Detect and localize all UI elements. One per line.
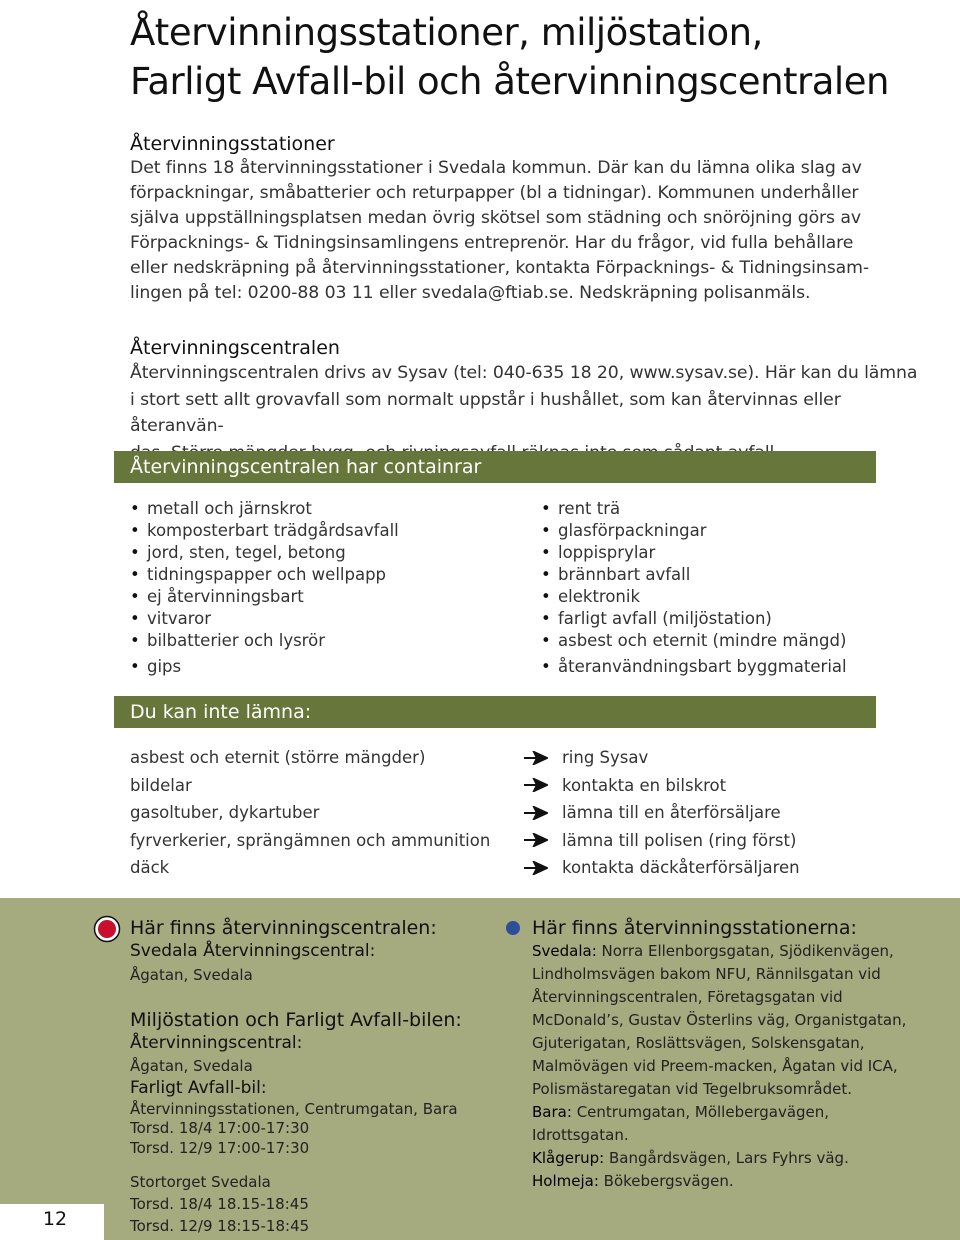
list-item: • farligt avfall (miljöstation)	[541, 608, 847, 630]
list-item: • gips	[130, 656, 399, 678]
list-item: gasoltuber, dykartuber	[130, 803, 320, 822]
cannot-leave-items	[130, 744, 490, 882]
arrow-right-icon	[524, 806, 548, 820]
red-target-icon	[93, 915, 121, 943]
section-text: Återvinningscentralen drivs av Sysav (tel: 040-635 18 20, www.sysav.se). Här kan du lämna i stort sett allt grovavfall som normalt uppstår i hushållet, som kan återvinnas eller återanvän-	[130, 363, 918, 436]
section-heading: Återvinningscentralen	[130, 337, 340, 359]
list-item: • loppisprylar	[541, 542, 847, 564]
action-row: kontakta däckåterförsäljaren	[524, 854, 800, 882]
arrow-right-icon	[524, 751, 548, 765]
klagerup-locations: Klågerup: Bangårdsvägen, Lars Fyhrs väg.	[532, 1149, 849, 1167]
list-item: bildelar	[130, 775, 192, 795]
containers-list-right	[541, 498, 847, 678]
list-item: • ej återvinningsbart	[130, 586, 399, 608]
page-number: 12	[42, 1208, 68, 1230]
list-item: • elektronik	[541, 586, 847, 608]
list-item: däck	[130, 858, 170, 877]
miljo-sub1: Återvinningscentral:	[130, 1033, 303, 1053]
arrow-right-icon	[524, 833, 548, 847]
list-item: • brännbart avfall	[541, 564, 847, 586]
action-row: ring Sysav	[524, 744, 800, 772]
miljo-lines3: Stortorget Svedala Torsd. 18/4 18.15-18:45 Torsd. 12/9 18:15-18:45	[130, 1173, 310, 1235]
containers-list-left	[130, 498, 399, 678]
svedala-locations: Svedala: Norra Ellenborgsgatan, Sjödikenvägen, Lindholmsvägen bakom NFU, Rännilsgatan vid Återvinningscentralen, Företagsgatan vid McDonald’s, Gustav Österlins väg, Organistgatan, Gjuterigatan, Roslättsvägen, Solskensgatan, Malmövägen vid Preem-macken, Ågatan vid ICA, Polismästaregatan vid Tegelbruksområdet.	[532, 942, 907, 1098]
action-row: kontakta en bilskrot	[524, 772, 800, 800]
miljo-address1: Ågatan, Svedala	[130, 1057, 253, 1075]
centralen-sub: Svedala Återvinningscentral:	[130, 941, 376, 961]
holmeja-locations: Holmeja: Bökebergsvägen.	[532, 1172, 734, 1190]
list-item: • rent trä	[541, 498, 847, 520]
miljo-lines2: Återvinningsstationen, Centrumgatan, Bara Torsd. 18/4 17:00-17:30 Torsd. 12/9 17:00-17:30	[130, 1099, 458, 1157]
section-heading: Återvinningsstationer	[130, 133, 335, 155]
list-item: • tidningspapper och wellpapp	[130, 564, 399, 586]
section-aterv-stationer	[130, 132, 930, 306]
stationerna-heading: Här finns återvinningsstationerna:	[532, 917, 857, 939]
arrow-right-icon	[524, 778, 548, 792]
centralen-info	[130, 916, 490, 986]
cannot-leave-actions	[524, 744, 800, 882]
section-text: Det finns 18 återvinningsstationer i Svedala kommun. Där kan du lämna olika slag av förpackningar, småbatterier och returpapper (bl a tidningar). Kommunen underhåller själva uppställningsplatsen medan övrig skötsel som städning och snöröjning görs av Förpacknings- & Tidningsinsamlingens entreprenör. Har du frågor, vid fulla behållare eller nedskräpning på återvinningsstationer, kontakta Förpacknings- & Tidningsinsam- lingen på tel: 0200-88 03 11 eller svedala@ftiab.se. Nedskräpning polisanmäls.	[130, 158, 869, 303]
miljo-info	[130, 1008, 510, 1237]
containers-heading-band: Återvinningscentralen har containrar	[114, 451, 876, 483]
list-item: • komposterbart trädgårdsavfall	[130, 520, 399, 542]
miljo-heading: Miljöstation och Farligt Avfall-bilen:	[130, 1009, 462, 1031]
page-title: Återvinningsstationer, miljöstation, Farligt Avfall-bil och återvinningscentralen	[130, 11, 889, 103]
list-item: • bilbatterier och lysrör	[130, 630, 399, 652]
list-item: • vitvaror	[130, 608, 399, 630]
list-item: • metall och järnskrot	[130, 498, 399, 520]
list-item: • jord, sten, tegel, betong	[130, 542, 399, 564]
list-item: asbest och eternit (större mängder)	[130, 748, 426, 767]
blue-dot-icon	[506, 921, 520, 935]
list-item: fyrverkerier, sprängämnen och ammunition	[130, 830, 491, 850]
list-item: • asbest och eternit (mindre mängd)	[541, 630, 847, 652]
bara-locations: Bara: Centrumgatan, Möllebergavägen, Idrottsgatan.	[532, 1103, 830, 1144]
list-item: • glasförpackningar	[541, 520, 847, 542]
list-item: • återanvändningsbart byggmaterial	[541, 656, 847, 678]
stationerna-info	[532, 916, 952, 1193]
action-row: lämna till en återförsäljare	[524, 799, 800, 827]
section-aterv-centralen	[130, 336, 930, 466]
action-row: lämna till polisen (ring först)	[524, 827, 800, 855]
arrow-right-icon	[524, 861, 548, 875]
miljo-sub2: Farligt Avfall-bil:	[130, 1077, 267, 1098]
centralen-heading: Här finns återvinningscentralen:	[130, 917, 437, 939]
centralen-address: Ågatan, Svedala	[130, 966, 253, 984]
cannot-leave-heading-band: Du kan inte lämna:	[114, 696, 876, 728]
footer-panel	[0, 898, 960, 1240]
